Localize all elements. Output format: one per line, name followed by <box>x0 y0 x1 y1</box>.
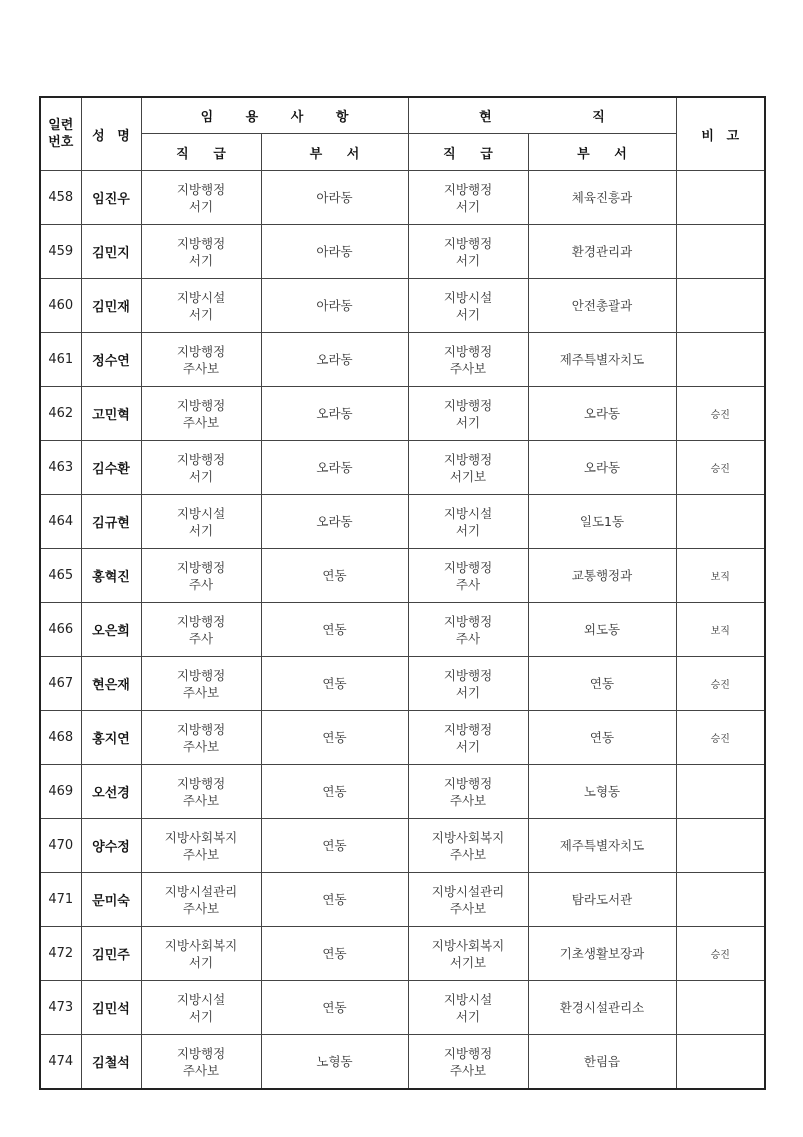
current-dept: 환경시설관리소 <box>528 981 676 1035</box>
table-row <box>40 279 765 333</box>
remark: 승진 <box>676 387 765 441</box>
grade-line: 주사보 <box>182 846 220 862</box>
header-remarks: 비 고 <box>676 97 765 171</box>
current-dept: 안전총괄과 <box>528 279 676 333</box>
table-row <box>40 927 765 981</box>
current-dept: 외도동 <box>528 603 676 657</box>
appointed-grade <box>141 819 261 873</box>
grade-line: 지방행정 <box>443 1045 493 1061</box>
current-grade <box>408 981 528 1035</box>
appointed-dept: 아라동 <box>261 279 408 333</box>
grade-line: 주사보 <box>449 1062 487 1078</box>
grade-line: 지방행정 <box>176 613 226 629</box>
grade-line: 주사 <box>188 576 214 592</box>
header-app-grade: 직 급 <box>141 134 261 171</box>
current-grade <box>408 603 528 657</box>
appointed-grade <box>141 279 261 333</box>
grade-line: 주사보 <box>449 846 487 862</box>
current-grade <box>408 441 528 495</box>
grade-line: 지방행정 <box>443 181 493 197</box>
grade-line: 주사보 <box>182 900 220 916</box>
table-row <box>40 711 765 765</box>
serial-number: 460 <box>40 279 81 333</box>
employee-name: 임진우 <box>81 171 141 225</box>
current-dept: 제주특별자치도 <box>528 333 676 387</box>
grade-line: 지방행정 <box>176 181 226 197</box>
table-row <box>40 657 765 711</box>
grade-line: 서기 <box>188 306 214 322</box>
appointed-dept: 연동 <box>261 657 408 711</box>
table-row <box>40 495 765 549</box>
appointed-dept: 연동 <box>261 819 408 873</box>
serial-number: 472 <box>40 927 81 981</box>
employee-name: 김민재 <box>81 279 141 333</box>
employee-name: 홍지연 <box>81 711 141 765</box>
remark <box>676 819 765 873</box>
header-app-dept: 부 서 <box>261 134 408 171</box>
employee-name: 김민지 <box>81 225 141 279</box>
appointed-grade <box>141 981 261 1035</box>
grade-line: 서기 <box>455 738 481 754</box>
current-dept: 연동 <box>528 711 676 765</box>
grade-line: 지방사회복지 <box>164 937 238 953</box>
remark <box>676 495 765 549</box>
current-grade <box>408 873 528 927</box>
current-dept: 탐라도서관 <box>528 873 676 927</box>
grade-line: 주사보 <box>449 792 487 808</box>
remark <box>676 1035 765 1090</box>
header-cur-dept: 부 서 <box>528 134 676 171</box>
grade-line: 지방행정 <box>443 721 493 737</box>
header-cur-grade: 직 급 <box>408 134 528 171</box>
table-row <box>40 387 765 441</box>
appointed-dept: 오라동 <box>261 495 408 549</box>
grade-line: 주사보 <box>182 792 220 808</box>
serial-number: 471 <box>40 873 81 927</box>
appointed-dept: 연동 <box>261 765 408 819</box>
grade-line: 서기 <box>188 954 214 970</box>
grade-line: 서기 <box>455 684 481 700</box>
grade-line: 주사 <box>188 630 214 646</box>
current-grade <box>408 333 528 387</box>
header-appointment: 임 용 사 항 <box>141 97 408 134</box>
remark: 승진 <box>676 927 765 981</box>
current-dept: 교통행정과 <box>528 549 676 603</box>
grade-line: 주사보 <box>182 414 220 430</box>
remark: 승진 <box>676 711 765 765</box>
grade-line: 주사보 <box>182 360 220 376</box>
grade-line: 지방시설관리 <box>431 883 505 899</box>
serial-number: 462 <box>40 387 81 441</box>
grade-line: 서기 <box>455 198 481 214</box>
appointed-grade <box>141 549 261 603</box>
serial-number: 463 <box>40 441 81 495</box>
employee-name: 김민석 <box>81 981 141 1035</box>
table-row <box>40 171 765 225</box>
serial-number: 464 <box>40 495 81 549</box>
employee-name: 오은희 <box>81 603 141 657</box>
appointed-grade <box>141 441 261 495</box>
grade-line: 지방시설 <box>443 505 493 521</box>
appointed-grade <box>141 171 261 225</box>
grade-line: 주사보 <box>449 900 487 916</box>
table-body <box>40 171 765 1090</box>
serial-number: 470 <box>40 819 81 873</box>
current-grade <box>408 765 528 819</box>
remark <box>676 279 765 333</box>
grade-line: 서기보 <box>449 468 487 484</box>
serial-number: 459 <box>40 225 81 279</box>
grade-line: 지방행정 <box>176 721 226 737</box>
employee-name: 양수정 <box>81 819 141 873</box>
appointed-grade <box>141 657 261 711</box>
table-row <box>40 981 765 1035</box>
header-current: 현 직 <box>408 97 676 134</box>
grade-line: 지방행정 <box>176 235 226 251</box>
grade-line: 지방시설 <box>176 289 226 305</box>
current-dept: 오라동 <box>528 441 676 495</box>
current-dept: 한림읍 <box>528 1035 676 1090</box>
grade-line: 지방시설 <box>176 991 226 1007</box>
remark: 보직 <box>676 603 765 657</box>
current-grade <box>408 1035 528 1090</box>
current-dept: 오라동 <box>528 387 676 441</box>
remark <box>676 171 765 225</box>
current-grade <box>408 711 528 765</box>
appointed-dept: 연동 <box>261 711 408 765</box>
appointed-dept: 노형동 <box>261 1035 408 1090</box>
remark: 보직 <box>676 549 765 603</box>
grade-line: 서기 <box>188 522 214 538</box>
grade-line: 서기 <box>455 306 481 322</box>
appointed-grade <box>141 873 261 927</box>
employee-name: 오선경 <box>81 765 141 819</box>
header-name: 성 명 <box>81 97 141 171</box>
appointed-grade <box>141 765 261 819</box>
appointed-grade <box>141 711 261 765</box>
appointed-dept: 연동 <box>261 873 408 927</box>
current-dept: 제주특별자치도 <box>528 819 676 873</box>
grade-line: 지방행정 <box>443 559 493 575</box>
serial-number: 467 <box>40 657 81 711</box>
grade-line: 서기 <box>455 252 481 268</box>
table-row <box>40 225 765 279</box>
appointed-dept: 아라동 <box>261 225 408 279</box>
grade-line: 지방행정 <box>176 451 226 467</box>
grade-line: 주사보 <box>182 684 220 700</box>
grade-line: 지방사회복지 <box>164 829 238 845</box>
grade-line: 주사보 <box>449 360 487 376</box>
serial-number: 461 <box>40 333 81 387</box>
table-row <box>40 441 765 495</box>
current-grade <box>408 171 528 225</box>
table-row <box>40 765 765 819</box>
table-row <box>40 1035 765 1090</box>
grade-line: 지방시설 <box>443 289 493 305</box>
remark <box>676 981 765 1035</box>
serial-number: 469 <box>40 765 81 819</box>
employee-name: 김민주 <box>81 927 141 981</box>
grade-line: 지방행정 <box>443 667 493 683</box>
grade-line: 지방사회복지 <box>431 829 505 845</box>
serial-number: 465 <box>40 549 81 603</box>
serial-number: 468 <box>40 711 81 765</box>
grade-line: 지방행정 <box>443 343 493 359</box>
employee-name: 김수환 <box>81 441 141 495</box>
current-grade <box>408 657 528 711</box>
serial-number: 473 <box>40 981 81 1035</box>
grade-line: 지방사회복지 <box>431 937 505 953</box>
grade-line: 지방행정 <box>443 775 493 791</box>
appointed-dept: 오라동 <box>261 441 408 495</box>
current-grade <box>408 279 528 333</box>
remark <box>676 765 765 819</box>
grade-line: 지방행정 <box>443 451 493 467</box>
appointed-grade <box>141 225 261 279</box>
grade-line: 지방시설관리 <box>164 883 238 899</box>
grade-line: 서기 <box>455 1008 481 1024</box>
appointed-grade <box>141 387 261 441</box>
grade-line: 서기 <box>188 252 214 268</box>
employee-name: 고민혁 <box>81 387 141 441</box>
grade-line: 서기 <box>455 414 481 430</box>
employee-name: 현은재 <box>81 657 141 711</box>
grade-line: 지방행정 <box>443 235 493 251</box>
appointed-dept: 연동 <box>261 981 408 1035</box>
current-grade <box>408 549 528 603</box>
appointed-grade <box>141 603 261 657</box>
current-dept: 연동 <box>528 657 676 711</box>
remark: 승진 <box>676 441 765 495</box>
remark <box>676 873 765 927</box>
grade-line: 지방행정 <box>443 397 493 413</box>
current-dept: 체육진흥과 <box>528 171 676 225</box>
grade-line: 지방행정 <box>176 667 226 683</box>
grade-line: 지방행정 <box>176 1045 226 1061</box>
grade-line: 지방행정 <box>443 613 493 629</box>
appointed-grade <box>141 1035 261 1090</box>
appointed-dept: 오라동 <box>261 333 408 387</box>
table-row <box>40 333 765 387</box>
appointed-grade <box>141 927 261 981</box>
employee-name: 홍혁진 <box>81 549 141 603</box>
appointed-dept: 연동 <box>261 603 408 657</box>
grade-line: 서기 <box>455 522 481 538</box>
remark: 승진 <box>676 657 765 711</box>
grade-line: 서기 <box>188 468 214 484</box>
grade-line: 서기 <box>188 198 214 214</box>
grade-line: 지방행정 <box>176 775 226 791</box>
employee-name: 김철석 <box>81 1035 141 1090</box>
grade-line: 지방시설 <box>443 991 493 1007</box>
serial-number: 458 <box>40 171 81 225</box>
grade-line: 서기보 <box>449 954 487 970</box>
employee-name: 문미숙 <box>81 873 141 927</box>
appointed-dept: 오라동 <box>261 387 408 441</box>
grade-line: 주사 <box>455 576 481 592</box>
grade-line: 지방행정 <box>176 397 226 413</box>
table-row <box>40 549 765 603</box>
grade-line: 지방행정 <box>176 559 226 575</box>
current-grade <box>408 927 528 981</box>
serial-number: 474 <box>40 1035 81 1090</box>
appointed-grade <box>141 333 261 387</box>
current-dept: 노형동 <box>528 765 676 819</box>
employee-name: 정수연 <box>81 333 141 387</box>
grade-line: 지방행정 <box>176 343 226 359</box>
appointed-grade <box>141 495 261 549</box>
current-grade <box>408 495 528 549</box>
remark <box>676 333 765 387</box>
table-row <box>40 603 765 657</box>
current-grade <box>408 819 528 873</box>
appointed-dept: 연동 <box>261 927 408 981</box>
table-row <box>40 873 765 927</box>
header-serial: 일련 번호 <box>40 97 81 171</box>
grade-line: 주사 <box>455 630 481 646</box>
remark <box>676 225 765 279</box>
current-grade <box>408 225 528 279</box>
grade-line: 주사보 <box>182 738 220 754</box>
grade-line: 서기 <box>188 1008 214 1024</box>
appointment-table <box>39 96 766 1090</box>
table-row <box>40 819 765 873</box>
serial-number: 466 <box>40 603 81 657</box>
grade-line: 주사보 <box>182 1062 220 1078</box>
appointed-dept: 아라동 <box>261 171 408 225</box>
employee-name: 김규현 <box>81 495 141 549</box>
current-dept: 일도1동 <box>528 495 676 549</box>
current-grade <box>408 387 528 441</box>
appointed-dept: 연동 <box>261 549 408 603</box>
current-dept: 환경관리과 <box>528 225 676 279</box>
current-dept: 기초생활보장과 <box>528 927 676 981</box>
grade-line: 지방시설 <box>176 505 226 521</box>
